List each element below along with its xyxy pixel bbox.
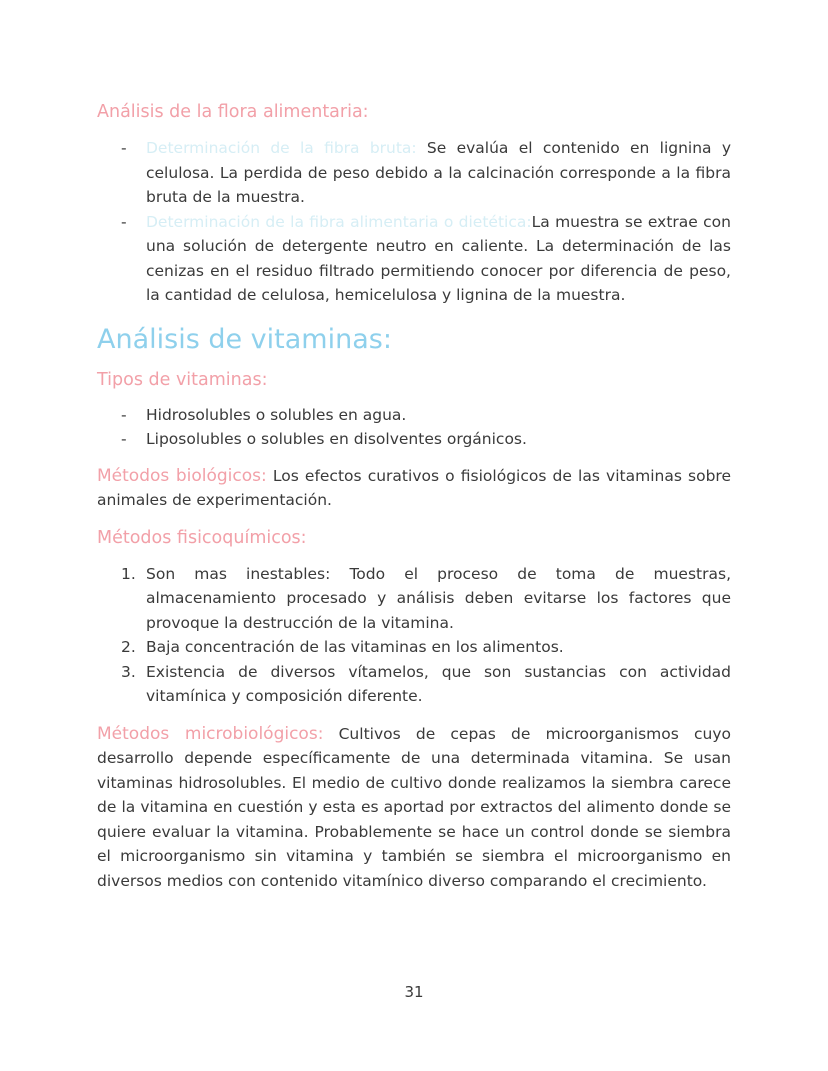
biologicos-heading: Métodos biológicos: — [97, 465, 267, 486]
list-marker: - — [121, 405, 127, 424]
fisicoquimicos-heading: Métodos fisicoquímicos: — [97, 527, 307, 548]
flora-list — [97, 136, 731, 308]
list-item — [97, 427, 731, 452]
list-marker: 3. — [121, 662, 136, 681]
page-number: 31 — [404, 983, 424, 1001]
item-text: Hidrosolubles o solubles en agua. — [146, 405, 407, 424]
list-item — [97, 635, 731, 660]
tipos-heading: Tipos de vitaminas: — [97, 369, 268, 390]
item-text: Se evalúa el contenido en lignina y celulosa. La perdida de peso debido a la calcinación corresponde a la fibra bruta de la muestra. — [146, 139, 731, 206]
item-text: Existencia de diversos vítamelos, que son sustancias con actividad vitamínica y composición diferente. — [146, 662, 731, 705]
list-item — [97, 660, 731, 709]
list-item — [97, 403, 731, 428]
list-marker: 1. — [121, 564, 136, 583]
list-item — [97, 136, 731, 210]
item-text: Baja concentración de las vitaminas en los alimentos. — [146, 638, 564, 656]
list-marker: - — [121, 212, 127, 231]
microbiologicos-heading: Métodos microbiológicos: — [97, 723, 324, 744]
tipos-list — [97, 403, 731, 452]
item-lead: Determinación de la fibra bruta: — [146, 139, 417, 157]
list-item — [97, 562, 731, 636]
vitaminas-title: Análisis de vitaminas: — [97, 323, 392, 355]
biologicos-text: Los efectos curativos o fisiológicos de las vitaminas sobre animales de experimentación. — [97, 466, 731, 509]
item-text: Liposolubles o solubles en disolventes orgánicos. — [146, 430, 527, 448]
flora-heading: Análisis de la flora alimentaria: — [97, 102, 369, 122]
biologicos-paragraph — [97, 464, 731, 513]
page-content — [97, 100, 731, 893]
list-marker: 2. — [121, 638, 136, 656]
item-text: La muestra se extrae con una solución de detergente neutro en caliente. La determinación de las cenizas en el residuo filtrado permitiendo conocer por diferencia de peso, la cantidad de celulosa, hemicelulosa y lignina de la muestra. — [146, 212, 731, 304]
fisicoquimicos-list — [97, 562, 731, 709]
list-item — [97, 210, 731, 308]
microbiologicos-text: Cultivos de cepas de microorganismos cuyo desarrollo depende específicamente de una determinada vitamina. Se usan vitaminas hidrosolubles. El medio de cultivo donde realizamos la siembra carece de la vitamina en cuestión y esta es aportad por extractos del alimento donde se quiere evaluar la vitamina. Probablemente se hace un control donde se siembra el microorganismo sin vitamina y también se siembra el microorganismo en diversos medios con contenido vitamínico diverso comparando el crecimiento. — [97, 724, 731, 890]
list-marker: - — [121, 430, 127, 448]
item-lead: Determinación de la fibra alimentaria o dietética: — [146, 212, 532, 231]
list-marker: - — [121, 139, 127, 157]
item-text: Son mas inestables: Todo el proceso de toma de muestras, almacenamiento procesado y análisis deben evitarse los factores que provoque la destrucción de la vitamina. — [146, 564, 731, 632]
microbiologicos-paragraph — [97, 722, 731, 894]
